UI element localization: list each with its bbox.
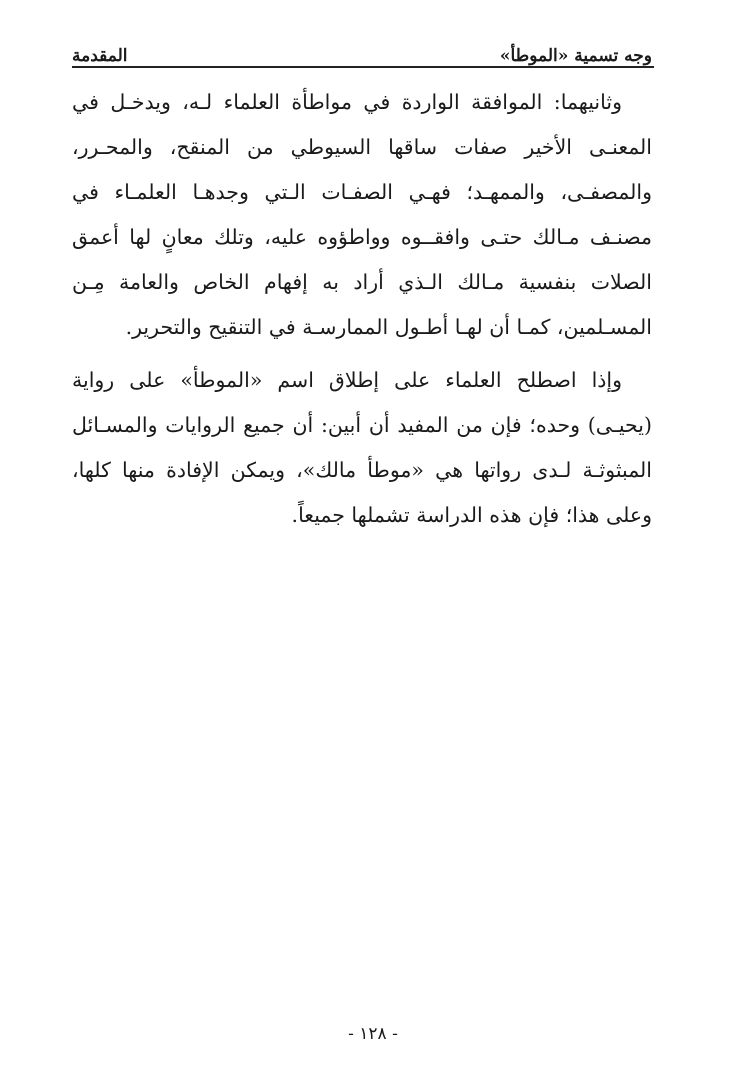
running-header: [72, 36, 652, 66]
header-rule: [72, 66, 654, 68]
paragraph: وإذا اصطلح العلماء على إطلاق اسم «الموطأ» على رواية (يحيـى) وحده؛ فإن من المفيد أن أبين: أن جميع الروايات والمسـائل المبثوثـة لـدى رواتها هي «موطأ مالك»، ويمكن الإفادة منها كلها، وعلى هذا؛ فإن هذه الدراسة تشملها جميعاً.: [72, 368, 652, 527]
section-title: المقدمة: [72, 46, 128, 66]
running-title: وجه تسمية «الموطأ»: [499, 46, 652, 66]
page-number: - ١٢٨ -: [348, 1024, 398, 1044]
paragraph: وثانيهما: الموافقة الواردة في مواطأة العلماء لـه، ويدخـل في المعنـى الأخير صفات ساقها السيوطي من المنقح، والمحـرر، والمصفـى، والممهـد؛ فهـي الصفـات الـتي وجدهـا العلمـاء في مصنـف مـالك حتـى وافقــوه وواطؤوه عليه، وتلك معانٍ لها أعمق الصلات بنفسية مـالك الـذي أراد به إفهام الخاص والعامة مِـن المسـلمين، كمـا أن لهـا أطـول الممارسـة في التنقيح والتحرير.: [72, 90, 652, 339]
body-text: [72, 80, 652, 538]
